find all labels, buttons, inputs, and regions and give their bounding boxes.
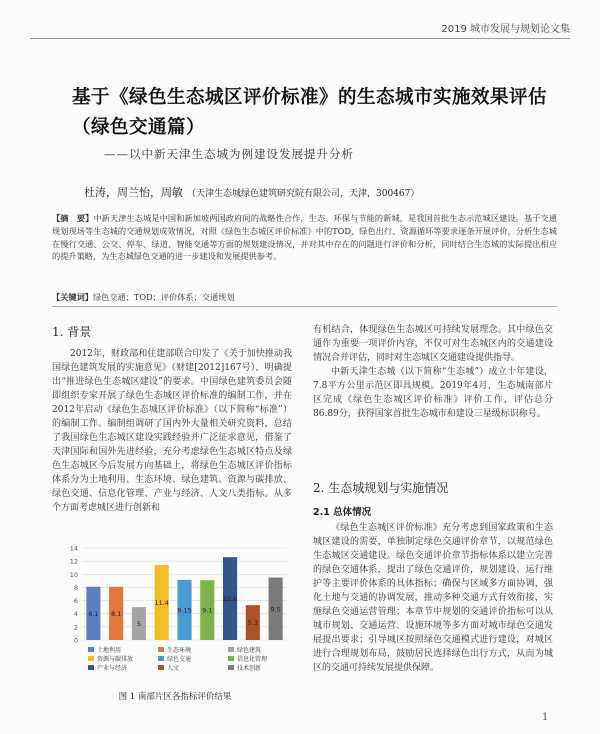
right-paragraph-2: 中新天津生态城（以下简称“生态城”）成立十年建设，7.8平方公里示范区即具规模。2019年4月，生态城南部片区完成《绿色生态城区评价标准》评价工作，评估总分86.89分，获得国家首批生态城市和建设三星级标识称号。 — [313, 367, 553, 419]
keywords — [52, 292, 557, 303]
legend-entry: 生态环境 — [167, 647, 192, 654]
author-names: 杜涛，周兰怡，周敏 — [84, 186, 183, 199]
legend-entry: 绿色交通 — [167, 656, 192, 663]
data-label: 8.1 — [88, 609, 99, 618]
section-1-paragraph: 2012年，财政部和住建部联合印发了《关于加快推动我国绿色建筑发展的实施意见》（财建[2012]167号），明确提出“推进绿色生态城区建设”的要求。中国绿色建筑委员会随即组织专家开展了绿色生态城区评价标准的编制工作，并在2012年启动《绿色生态城区评价标准》（以下简称“标准”）的编制工作。编制组调研了国内外大量相关研究资料，总结了我国绿色生态城区建设实践经验并广泛征求意见，借鉴了天津国际和国外先进经验，充分考虑绿色生态城区特点及绿色生态城区今后发展方向基础上，将绿色生态城区评价指标体系分为土地利用、生态环境、绿色建筑、资源与碳排放、绿色交通、信息化管理、产业与经济、人文八类指标。从多个方面考虑城区进行创新和 — [52, 349, 292, 513]
section-2-heading: 2. 生态城规划与实施情况 — [313, 481, 449, 495]
data-label: 12.6 — [222, 595, 238, 604]
keywords-label: 【关键词】 — [52, 292, 93, 302]
abstract-text: 中新天津生态城是中国和新加坡两国政府间的战略性合作，生态、环保与节能的新城，是我国首批生态示范城区建设。基于交通规划现场等生态城的交通规划成效情况，对照《绿色生态城区评价标准》中的TOD、绿色出行、资源循环等要求逐条开展评价，分析生态城在慢行交通、公交、停车、绿道、智能交通等方面的规划建设情况，并对其中存在的问题进行评价和分析，同时结合生态城的实际提出相应的提升策略，为生态城绿色交通的进一步建设和发展提供参考。 — [52, 213, 557, 262]
bar-chart — [58, 540, 298, 685]
legend-entry: 土地利用 — [97, 647, 122, 654]
y-tick-label: 10 — [69, 570, 78, 579]
figure-caption: 图 1 南部片区各指标评价结果 — [118, 692, 232, 702]
section-2-body — [313, 521, 553, 706]
data-label: 11.4 — [154, 599, 169, 608]
author-line — [84, 184, 419, 200]
page-number: 1 — [542, 712, 549, 723]
section-2-paragraph: 《绿色生态城区评价标准》充分考虑到国家政策和生态城区建设的需要，单独制定绿色交通评价章节，以规范绿色生态城区交通建设。绿色交通评价章节指标体系以建立完善的绿色交通体系，提出了绿色交通评价，规划建设、运行维护等主要评价体系的具体指标；确保与区域多方面协调，强化土地与交通的协调发展，推动多种交通方式有效衔接，实施绿色交通运营管理；本章节中规划的交通评价指标可以从城市规划、交通运营、设施环境等多方面对城市绿色交通发展提出要求；引导城区按照绿色交通模式进行建设，对城区进行合理规划布局，鼓励居民选择绿色出行方式，从而为城区的交通可持续发展提供保障。 — [313, 523, 553, 673]
legend-swatch — [228, 647, 234, 652]
y-tick-label: 12 — [69, 557, 78, 566]
paper-title: 基于《绿色生态城区评价标准》的生态城市实施效果评估（绿色交通篇） — [72, 87, 548, 138]
legend-entry: 绿色建筑 — [237, 647, 262, 654]
abstract-divider — [52, 306, 557, 307]
legend-swatch — [228, 665, 234, 670]
y-tick-label: 2 — [73, 623, 78, 632]
y-tick-label: 14 — [69, 544, 78, 553]
paper-subtitle: ——以中新天津生态城为例建设发展提升分析 — [104, 147, 354, 161]
legend-swatch — [228, 656, 234, 661]
data-label: 9.5 — [270, 605, 281, 614]
chart-plot-area — [70, 545, 287, 673]
y-tick-label: 6 — [73, 597, 78, 606]
legend-entry: 技术创新 — [237, 665, 262, 672]
data-label: 5.3 — [247, 619, 259, 628]
abstract — [52, 212, 557, 263]
legend-swatch — [158, 656, 164, 661]
y-tick-label: 0 — [73, 636, 78, 645]
legend-entry: 信息化管理 — [237, 656, 268, 663]
section-1-body — [52, 347, 292, 537]
legend-swatch — [88, 647, 94, 652]
journal-header: 2019 城市发展与规划论文集 — [441, 24, 570, 35]
section-2-1-heading: 2.1 总体情况 — [313, 507, 372, 518]
legend-swatch — [158, 647, 164, 652]
author-affiliation: （天津生态城绿色建筑研究院有限公司，天津，300467） — [187, 189, 420, 199]
section-1-heading: 1. 背景 — [52, 325, 92, 339]
legend-entry: 产业与经济 — [97, 665, 128, 672]
legend-swatch — [158, 665, 164, 670]
data-label: 9.1 — [202, 606, 213, 615]
abstract-label: 【摘 要】 — [52, 213, 94, 223]
header-divider — [30, 38, 570, 39]
y-tick-label: 8 — [73, 583, 78, 592]
legend-entry: 资源与碳排放 — [97, 656, 134, 663]
legend-swatch — [88, 665, 94, 670]
right-paragraph-1: 有机结合，体现绿色生态城区可持续发展理念。其中绿色交通作为重要一项评价内容，不仅可对生态城区内的交通建设情况合并评估，同时对生态城区交通建设提供指导。 — [313, 325, 553, 363]
data-label: 9.15 — [177, 606, 192, 615]
y-tick-label: 4 — [73, 610, 78, 619]
keywords-text: 绿色交通；TOD；评价体系；交通规划 — [92, 292, 235, 302]
legend-entry: 人文 — [167, 665, 180, 672]
data-label: 8.1 — [110, 609, 122, 618]
legend-swatch — [88, 656, 94, 661]
data-label: 5 — [136, 620, 142, 629]
right-column-top — [313, 323, 553, 473]
